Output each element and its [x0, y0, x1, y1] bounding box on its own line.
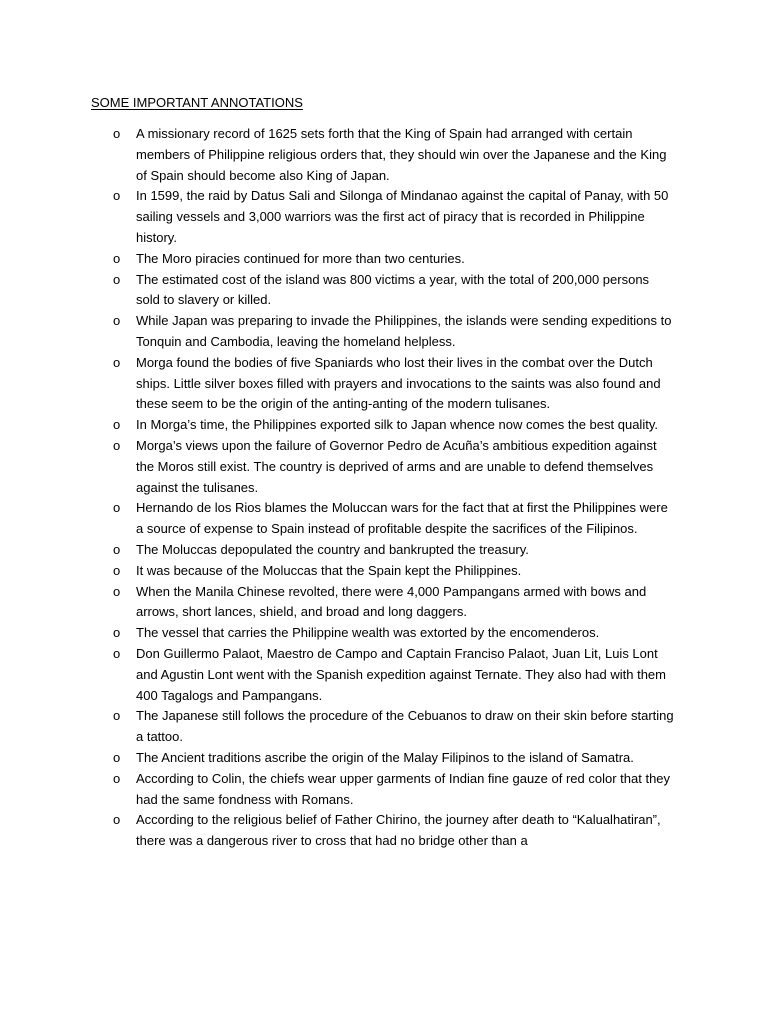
list-item [0, 353, 676, 415]
annotation-list [0, 124, 768, 852]
list-item [0, 311, 676, 353]
list-item-text: The Moro piracies continued for more than two centuries. [136, 250, 465, 266]
list-item [0, 561, 676, 582]
bullet-icon: o [113, 541, 121, 557]
bullet-icon: o [113, 354, 121, 370]
list-item [0, 623, 676, 644]
bullet-icon: o [113, 708, 121, 724]
bullet-icon: o [113, 625, 121, 641]
list-item-text: In Morga’s time, the Philippines exported silk to Japan whence now comes the best quality. [136, 417, 658, 433]
list-item-text: Morga found the bodies of five Spaniards who lost their lives in the combat over the Dutch ships. Little silver boxes filled with prayers and invocations to the saints was also found and these seem to be the origin of the anting-anting of the modern tulisanes. [136, 354, 661, 412]
list-item [0, 706, 676, 748]
list-item [0, 186, 676, 248]
bullet-icon: o [113, 749, 121, 765]
bullet-icon: o [113, 313, 121, 329]
list-item [0, 124, 676, 186]
list-item [0, 644, 676, 706]
list-item-text: The vessel that carries the Philippine wealth was extorted by the encomenderos. [136, 625, 600, 641]
list-item-text: Morga’s views upon the failure of Governor Pedro de Acuña’s ambitious expedition against the Moros still exist. The country is deprived of arms and are unable to defend themselves against the tulisanes. [136, 437, 657, 495]
bullet-icon: o [113, 562, 121, 578]
list-item [0, 436, 676, 498]
bullet-icon: o [113, 583, 121, 599]
document-heading: SOME IMPORTANT ANNOTATIONS [91, 95, 303, 110]
list-item [0, 582, 676, 624]
list-item [0, 748, 676, 769]
list-item-text: The Japanese still follows the procedure of the Cebuanos to draw on their skin before starting a tattoo. [136, 708, 674, 745]
list-item-text: In 1599, the raid by Datus Sali and Silonga of Mindanao against the capital of Panay, with 50 sailing vessels and 3,000 warriors was the first act of piracy that is recorded in Philippine history. [136, 188, 669, 245]
bullet-icon: o [113, 250, 121, 266]
bullet-icon: o [113, 437, 121, 453]
list-item-text: It was because of the Moluccas that the Spain kept the Philippines. [136, 562, 522, 578]
list-item [0, 270, 676, 312]
bullet-icon: o [113, 126, 121, 141]
list-item [0, 415, 676, 436]
bullet-icon: o [113, 188, 121, 204]
list-item-text: While Japan was preparing to invade the Philippines, the islands were sending expeditions to Tonquin and Cambodia, leaving the homeland helpless. [136, 313, 672, 349]
bullet-icon: o [113, 500, 121, 516]
list-item-text: The estimated cost of the island was 800 victims a year, with the total of 200,000 persons sold to slavery or killed. [136, 271, 650, 308]
bullet-icon: o [113, 271, 121, 287]
bullet-icon: o [113, 417, 121, 433]
list-item-text: When the Manila Chinese revolted, there were 4,000 Pampangans armed with bows and arrows, short lances, shield, and broad and long daggers. [136, 583, 647, 620]
list-item-text: According to Colin, the chiefs wear upper garments of Indian fine gauze of red color that they had the same fondness with Romans. [136, 770, 671, 807]
list-item-text: The Ancient traditions ascribe the origin of the Malay Filipinos to the island of Samatra. [136, 749, 634, 765]
list-item [0, 769, 676, 811]
list-item [0, 540, 676, 561]
bullet-icon: o [113, 770, 121, 786]
list-item [0, 498, 676, 540]
list-item-text: According to the religious belief of Father Chirino, the journey after death to “Kalualhatiran”, there was a dangerous river to cross that had no bridge other than a [136, 812, 661, 849]
list-item [0, 810, 676, 852]
list-item-text: Don Guillermo Palaot, Maestro de Campo and Captain Franciso Palaot, Juan Lit, Luis Lont and Agustin Lont went with the Spanish expedition against Ternate. They also had with them 400 Tagalogs and Pampangans. [136, 645, 666, 703]
list-item [0, 249, 676, 270]
bullet-icon: o [113, 812, 121, 828]
list-item-text: The Moluccas depopulated the country and bankrupted the treasury. [136, 541, 529, 557]
list-item-text: Hernando de los Rios blames the Moluccan wars for the fact that at first the Philippines were a source of expense to Spain instead of profitable despite the sacrifices of the Filipinos. [136, 500, 668, 537]
bullet-icon: o [113, 645, 121, 661]
list-item-text: A missionary record of 1625 sets forth that the King of Spain had arranged with certain members of Philippine religious orders that, they should win over the Japanese and the King of Spain should become also King of Japan. [136, 126, 667, 183]
